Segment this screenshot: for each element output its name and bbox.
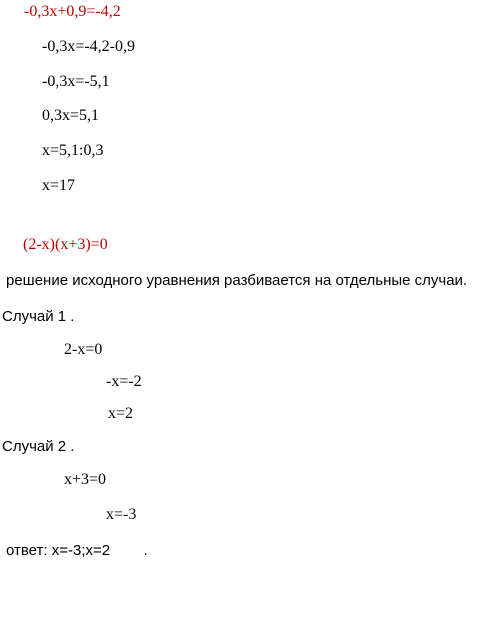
equation-1-step: x=5,1:0,3 [42, 142, 104, 159]
case-1-step: 2-x=0 [64, 341, 103, 358]
equation-1-step: 0,3x=5,1 [42, 107, 100, 124]
case-2-title: Случай 2 . [2, 438, 75, 455]
answer: ответ: x=-3;x=2 . [6, 542, 148, 559]
case-1-title: Случай 1 . [2, 308, 75, 325]
case-2-step: x=-3 [106, 506, 137, 523]
equation-1-step: x=17 [42, 177, 76, 194]
equation-1-header: -0,3x+0,9=-4,2 [24, 3, 121, 20]
case-1-step: -x=-2 [106, 373, 142, 390]
case-2-step: x+3=0 [64, 471, 107, 488]
equation-1-step: -0,3x=-4,2-0,9 [42, 38, 136, 55]
equation-1-step: -0,3x=-5,1 [42, 73, 110, 90]
equation-2-header: (2-x)(x+3)=0 [23, 236, 108, 253]
case-1-step: x=2 [108, 405, 134, 422]
equation-2-intro: решение исходного уравнения разбивается на отдельные случаи. [6, 272, 468, 289]
